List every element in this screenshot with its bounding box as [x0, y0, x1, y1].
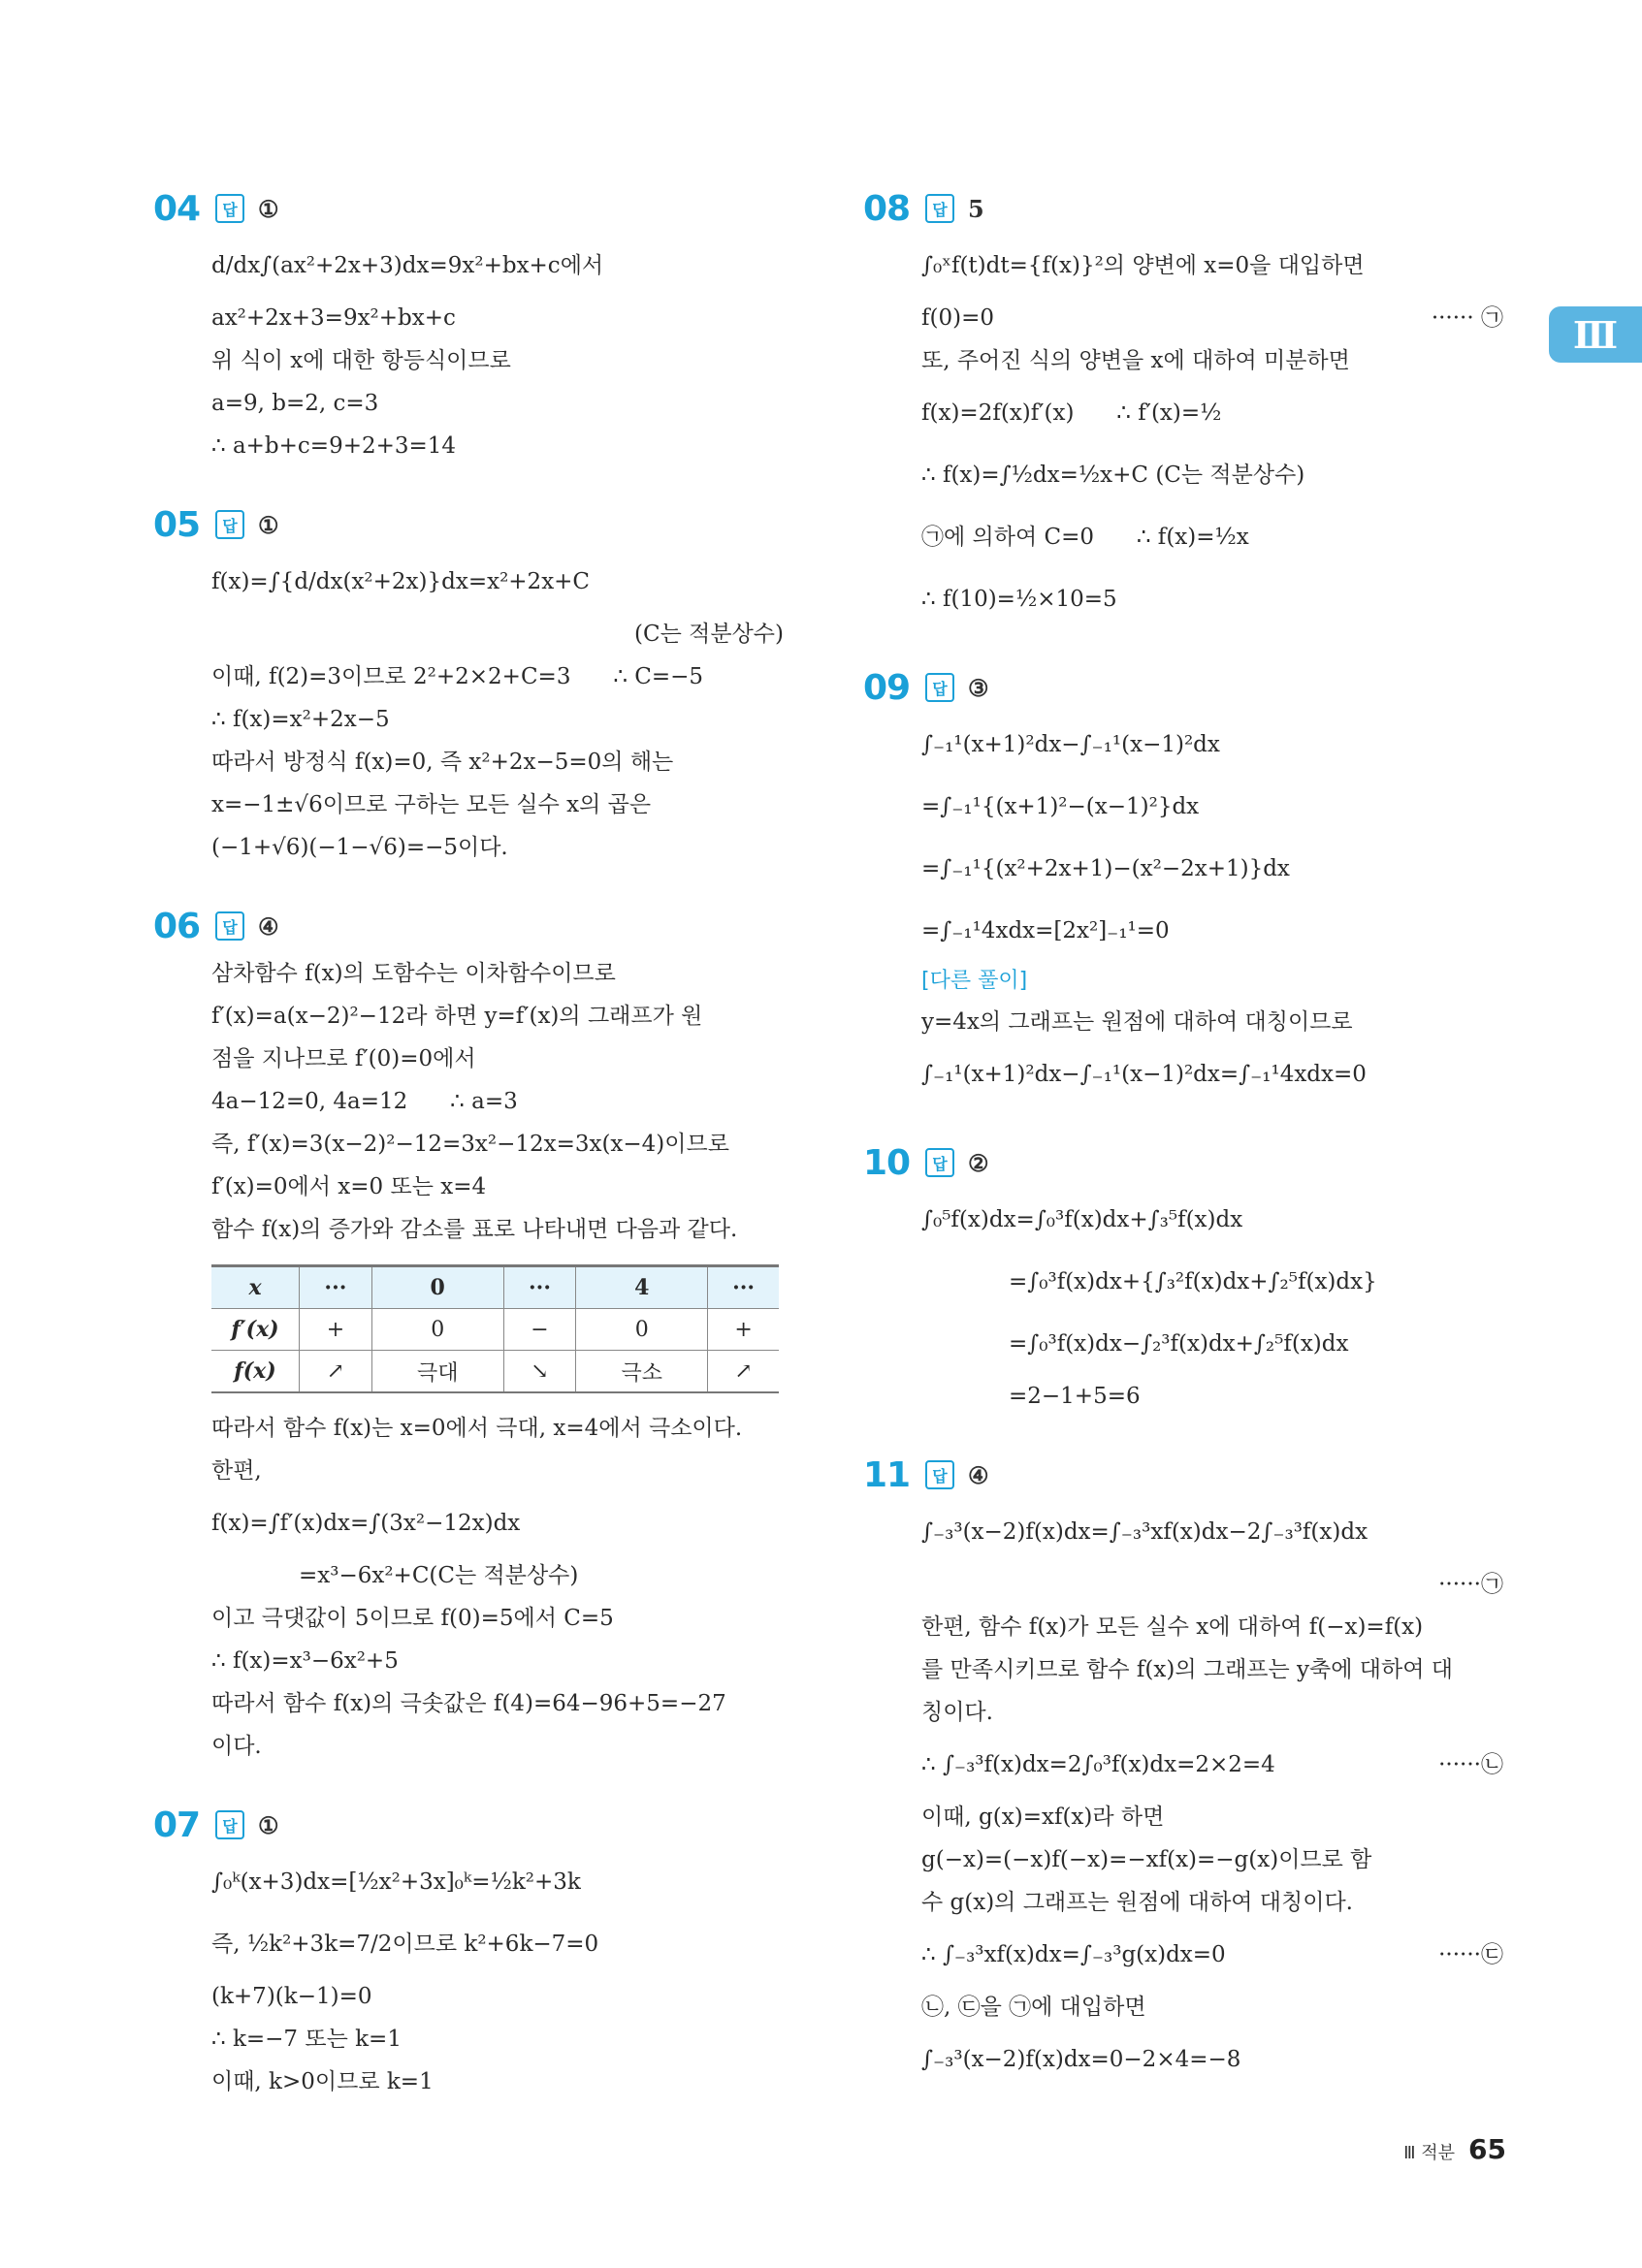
table-cell: 0	[371, 1309, 503, 1351]
solution-line	[921, 1796, 1503, 1838]
solution-line	[211, 1492, 784, 1554]
solution-line	[211, 1913, 784, 1975]
solution-line	[211, 783, 784, 826]
solution-line	[211, 382, 784, 425]
solution-body	[863, 1501, 1503, 2091]
solution-line	[921, 1189, 1503, 1251]
solution-text: ax²+2x+3=9x²+bx+c	[211, 305, 456, 331]
solution-text: 위 식이 x에 대한 항등식이므로	[211, 348, 511, 373]
answer-choice: ②	[968, 1148, 989, 1177]
page-footer	[1403, 2133, 1506, 2165]
solution-text: 따라서 함수 f(x)는 x=0에서 극대, x=4에서 극소이다.	[211, 1416, 743, 1441]
solution-text: d/dx∫(ax²+2x+3)dx=9x²+bx+c에서	[211, 253, 604, 278]
solution-line	[921, 776, 1503, 838]
table-cell: ···	[708, 1266, 779, 1309]
answer-choice: ④	[968, 1460, 989, 1489]
solution-line	[211, 1597, 784, 1640]
problem-06	[153, 902, 784, 1768]
solution-line	[211, 297, 784, 339]
problem-number: 07	[153, 1805, 201, 1845]
solution-body	[863, 1189, 1503, 1418]
solution-text: 한편, 함수 f(x)가 모든 실수 x에 대하여 f(−x)=f(x)	[921, 1614, 1424, 1640]
page-number: 65	[1468, 2133, 1506, 2165]
problem-04	[153, 184, 784, 467]
solution-line	[921, 1838, 1503, 1881]
solution-body	[153, 551, 784, 869]
equation-reference: ······㉡	[1438, 1752, 1503, 1777]
problem-header	[153, 1801, 784, 1849]
answer-badge: 답	[215, 510, 244, 539]
solution-line	[921, 1001, 1503, 1043]
solution-line	[921, 1563, 1503, 1606]
solution-line	[211, 952, 784, 995]
answer-badge: 답	[925, 194, 954, 223]
solution-text: 따라서 함수 f(x)의 극솟값은 f(4)=64−96+5=−27	[211, 1691, 726, 1716]
table-cell: 극대	[371, 1351, 503, 1393]
solution-text: ∴ ∫₋₃³xf(x)dx=∫₋₃³g(x)dx=0	[921, 1942, 1226, 1967]
solution-line	[211, 551, 784, 613]
solution-line	[921, 900, 1503, 962]
solution-text: f′(x)=a(x−2)²−12라 하면 y=f′(x)의 그래프가 원	[211, 1004, 703, 1029]
problem-09	[863, 663, 1503, 1105]
solution-line	[211, 1123, 784, 1166]
solution-text: 를 만족시키므로 함수 f(x)의 그래프는 y축에 대하여 대	[921, 1657, 1453, 1682]
solution-text: ∫₋₃³(x−2)f(x)dx=0−2×4=−8	[921, 2047, 1241, 2072]
solution-line	[921, 1251, 1503, 1313]
footer-chapter: Ⅲ 적분	[1403, 2143, 1456, 2163]
problem-header	[863, 1451, 1503, 1499]
solution-line	[211, 425, 784, 467]
solution-text: ∴ a+b+c=9+2+3=14	[211, 433, 457, 459]
solution-line	[211, 1554, 784, 1597]
problem-header	[863, 184, 1503, 233]
solution-line	[921, 714, 1503, 776]
table-row	[211, 1351, 779, 1393]
solution-text: ∴ f(10)=½×10=5	[921, 587, 1117, 612]
solution-text: =x³−6x²+C(C는 적분상수)	[299, 1563, 579, 1588]
table-cell: ···	[503, 1266, 576, 1309]
solution-line	[211, 655, 784, 698]
solution-text: =2−1+5=6	[1009, 1384, 1141, 1409]
solution-text: 4a−12=0, 4a=12 ∴ a=3	[211, 1089, 518, 1114]
solution-line	[921, 838, 1503, 900]
solution-body	[153, 1851, 784, 2103]
solution-line	[921, 1375, 1503, 1418]
solution-text: ∴ ∫₋₃³f(x)dx=2∫₀³f(x)dx=2×2=4	[921, 1752, 1275, 1777]
answer-badge: 답	[925, 673, 954, 702]
solution-line	[921, 1501, 1503, 1563]
solution-body	[863, 714, 1503, 1105]
solution-text: ∫₋₁¹(x+1)²dx−∫₋₁¹(x−1)²dx=∫₋₁¹4xdx=0	[921, 1062, 1367, 1087]
solution-line	[211, 2060, 784, 2103]
solution-text: 따라서 방정식 f(x)=0, 즉 x²+2x−5=0의 해는	[211, 750, 674, 775]
solution-body	[863, 235, 1503, 630]
problem-number: 09	[863, 667, 911, 708]
solution-text: =∫₋₁¹4xdx=[2x²]₋₁¹=0	[921, 918, 1170, 943]
alternative-solution-label: [다른 풀이]	[921, 969, 1028, 993]
sign-table	[211, 1264, 779, 1393]
table-cell: 0	[371, 1266, 503, 1309]
solution-line	[211, 698, 784, 741]
problem-05	[153, 500, 784, 869]
solution-text: ∴ f(x)=x³−6x²+5	[211, 1648, 399, 1674]
solution-text: f′(x)=0에서 x=0 또는 x=4	[211, 1174, 487, 1199]
problem-header	[153, 500, 784, 549]
solution-line	[211, 2018, 784, 2060]
problem-10	[863, 1138, 1503, 1418]
solution-text: ∫₀ˣf(t)dt={f(x)}²의 양변에 x=0을 대입하면	[921, 253, 1365, 278]
table-cell: −	[503, 1309, 576, 1351]
solution-line	[211, 1975, 784, 2018]
solution-line	[921, 1986, 1503, 2028]
solution-text: (−1+√6)(−1−√6)=−5이다.	[211, 835, 508, 860]
solution-text: 이고 극댓값이 5이므로 f(0)=5에서 C=5	[211, 1606, 614, 1631]
solution-line	[211, 826, 784, 869]
problem-number: 08	[863, 188, 911, 229]
solution-text: 삼차함수 f(x)의 도함수는 이차함수이므로	[211, 961, 616, 986]
problem-number: 11	[863, 1454, 911, 1495]
problem-header	[153, 184, 784, 233]
solution-line	[211, 613, 784, 655]
solution-text: 이때, k>0이므로 k=1	[211, 2069, 434, 2094]
solution-text: 이다.	[211, 1734, 262, 1759]
answer-choice: 5	[968, 194, 984, 223]
answer-choice: ③	[968, 673, 989, 702]
solution-line	[211, 1682, 784, 1725]
problem-number: 05	[153, 504, 201, 545]
solution-line	[921, 444, 1503, 506]
solution-line	[921, 568, 1503, 630]
solution-line	[921, 339, 1503, 382]
solution-text: 칭이다.	[921, 1700, 993, 1725]
solution-line	[921, 1606, 1503, 1648]
solution-text: f(x)=∫f′(x)dx=∫(3x²−12x)dx	[211, 1511, 521, 1536]
solution-text: (k+7)(k−1)=0	[211, 1984, 372, 2009]
answer-choice: ④	[258, 911, 279, 941]
solution-text: (C는 적분상수)	[634, 622, 784, 647]
solution-text: f(0)=0	[921, 305, 994, 331]
solution-text: =∫₋₁¹{(x²+2x+1)−(x²−2x+1)}dx	[921, 856, 1290, 881]
solution-text: =∫₋₁¹{(x+1)²−(x−1)²}dx	[921, 794, 1200, 819]
equation-reference: ······ ㉠	[1431, 305, 1503, 331]
table-cell: ···	[300, 1266, 372, 1309]
solution-line	[211, 1208, 784, 1251]
solution-text: ㉡, ㉢을 ㉠에 대입하면	[921, 1995, 1146, 2020]
solution-line	[921, 506, 1503, 568]
solution-text: 함수 f(x)의 증가와 감소를 표로 나타내면 다음과 같다.	[211, 1217, 738, 1242]
solution-text: 수 g(x)의 그래프는 원점에 대하여 대칭이다.	[921, 1890, 1353, 1915]
solution-text: x=−1±√6이므로 구하는 모든 실수 x의 곱은	[211, 792, 652, 817]
solution-body	[153, 235, 784, 467]
solution-text: y=4x의 그래프는 원점에 대하여 대칭이므로	[921, 1009, 1353, 1035]
table-row	[211, 1266, 779, 1309]
table-cell: 0	[576, 1309, 708, 1351]
table-cell: ↗	[708, 1351, 779, 1393]
solution-line	[921, 297, 1503, 339]
solution-text: 한편,	[211, 1458, 262, 1484]
right-column	[863, 184, 1503, 2124]
problem-number: 10	[863, 1142, 911, 1183]
solution-text: 즉, ½k²+3k=7/2이므로 k²+6k−7=0	[211, 1932, 599, 1957]
table-cell: f′(x)	[211, 1309, 300, 1351]
problem-11	[863, 1451, 1503, 2091]
solution-line	[921, 1691, 1503, 1734]
chapter-tab: Ⅲ	[1549, 306, 1642, 363]
answer-choice: ①	[258, 1810, 279, 1839]
solution-line	[921, 1043, 1503, 1105]
table-cell: f(x)	[211, 1351, 300, 1393]
solution-text: ∫₀ᵏ(x+3)dx=[½x²+3x]₀ᵏ=½k²+3k	[211, 1869, 581, 1895]
answer-badge: 답	[215, 911, 244, 941]
solution-text: =∫₀³f(x)dx+{∫₃²f(x)dx+∫₂⁵f(x)dx}	[1009, 1269, 1377, 1294]
solution-body	[153, 952, 784, 1768]
table-cell: 4	[576, 1266, 708, 1309]
solution-text: a=9, b=2, c=3	[211, 391, 379, 416]
solution-line	[211, 1080, 784, 1123]
solution-text: ∴ f(x)=∫½dx=½x+C (C는 적분상수)	[921, 463, 1305, 488]
solution-text: f(x)=∫{d/dx(x²+2x)}dx=x²+2x+C	[211, 569, 591, 594]
solution-text: 이때, f(2)=3이므로 2²+2×2+C=3 ∴ C=−5	[211, 664, 704, 689]
solution-text: ㉠에 의하여 C=0 ∴ f(x)=½x	[921, 525, 1249, 550]
solution-text: 또, 주어진 식의 양변을 x에 대하여 미분하면	[921, 348, 1350, 373]
table-cell: ↗	[300, 1351, 372, 1393]
answer-badge: 답	[215, 1810, 244, 1839]
table-cell: x	[211, 1266, 300, 1309]
solution-line	[921, 2028, 1503, 2091]
problem-header	[863, 663, 1503, 712]
solution-line	[921, 382, 1503, 444]
table-cell: +	[300, 1309, 372, 1351]
answer-choice: ①	[258, 194, 279, 223]
problem-header	[153, 902, 784, 950]
solution-line	[921, 1648, 1503, 1691]
solution-text: ∴ f(x)=x²+2x−5	[211, 707, 390, 732]
solution-line	[211, 1166, 784, 1208]
solution-line	[921, 1734, 1503, 1796]
solution-line	[921, 235, 1503, 297]
solution-text: ∫₋₃³(x−2)f(x)dx=∫₋₃³xf(x)dx−2∫₋₃³f(x)dx	[921, 1519, 1368, 1545]
solution-line	[211, 235, 784, 297]
solution-line	[921, 1313, 1503, 1375]
solution-text: ······㉠	[1438, 1572, 1503, 1597]
solution-text: f(x)=2f(x)f′(x) ∴ f′(x)=½	[921, 400, 1222, 426]
solution-line	[211, 1450, 784, 1492]
answer-badge: 답	[215, 194, 244, 223]
solution-text: 즉, f′(x)=3(x−2)²−12=3x²−12x=3x(x−4)이므로	[211, 1132, 729, 1157]
problem-number: 06	[153, 906, 201, 946]
problem-number: 04	[153, 188, 201, 229]
solution-text: ∫₋₁¹(x+1)²dx−∫₋₁¹(x−1)²dx	[921, 732, 1220, 757]
answer-badge: 답	[925, 1148, 954, 1177]
solution-text: =∫₀³f(x)dx−∫₂³f(x)dx+∫₂⁵f(x)dx	[1009, 1331, 1349, 1357]
table-cell: ↘	[503, 1351, 576, 1393]
solution-line	[211, 1725, 784, 1768]
solution-line	[921, 1881, 1503, 1924]
answer-badge: 답	[925, 1460, 954, 1489]
solution-line	[211, 1038, 784, 1080]
solution-line	[211, 339, 784, 382]
equation-reference: ······㉢	[1438, 1942, 1503, 1967]
solution-text: 점을 지나므로 f′(0)=0에서	[211, 1046, 476, 1071]
left-column	[153, 184, 784, 2136]
solution-line	[211, 741, 784, 783]
solution-line	[211, 1407, 784, 1450]
problem-header	[863, 1138, 1503, 1187]
table-row	[211, 1309, 779, 1351]
table-cell: +	[708, 1309, 779, 1351]
table-cell: 극소	[576, 1351, 708, 1393]
solution-line	[921, 1924, 1503, 1986]
solution-text: ∫₀⁵f(x)dx=∫₀³f(x)dx+∫₃⁵f(x)dx	[921, 1207, 1243, 1232]
problem-07	[153, 1801, 784, 2103]
solution-line	[211, 1851, 784, 1913]
solution-text: 이때, g(x)=xf(x)라 하면	[921, 1805, 1165, 1830]
answer-choice: ①	[258, 510, 279, 539]
solution-line	[211, 995, 784, 1038]
solution-text: ∴ k=−7 또는 k=1	[211, 2027, 402, 2052]
solution-line	[211, 1640, 784, 1682]
problem-08	[863, 184, 1503, 630]
solution-text: g(−x)=(−x)f(−x)=−xf(x)=−g(x)이므로 함	[921, 1847, 1372, 1872]
